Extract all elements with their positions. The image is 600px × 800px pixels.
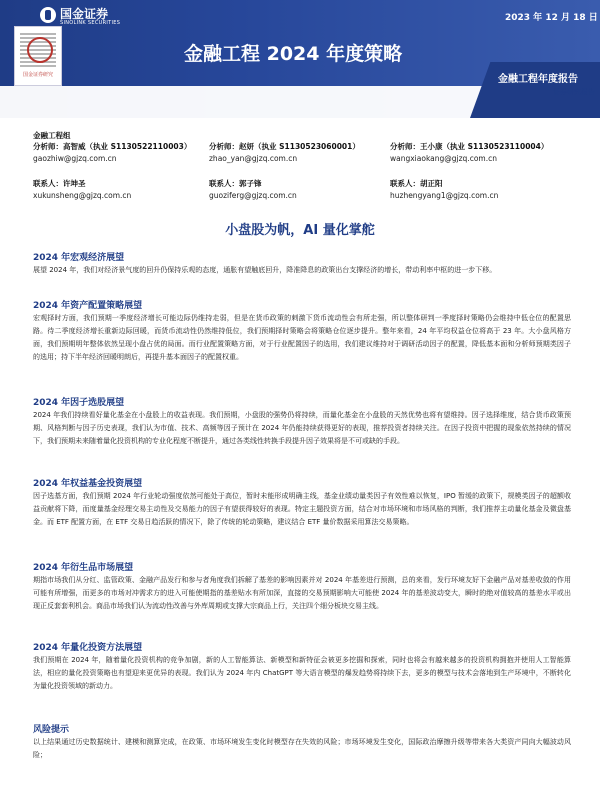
contact-2: [209, 178, 297, 202]
logo-mark-icon: [40, 7, 56, 23]
team-label: 金融工程组: [33, 131, 71, 140]
contact-3: [390, 178, 498, 202]
analyst-email[interactable]: zhao_yan@gjzq.com.cn: [209, 154, 298, 163]
qr-seal-icon: [27, 37, 53, 63]
analyst-3: [390, 141, 548, 165]
section-text-quant: 我们预期在 2024 年，随着量化投资机构的竞争加剧，新的人工智能算法、新模型和新特征会被更多挖掘和探索，同时也将会有越来越多的投资机构拥抱并使用人工智能算法，相应的量化投资策略也有望迎来更优异的表现。我们认为 2024 年内 ChatGPT 等大语言模型的爆发趋势将持续下去，更多的模型与技术会落地到生产环境中，不断转化为量化投资领域的新动力。: [33, 656, 571, 690]
report-title: 金融工程 2024 年度策略: [184, 43, 403, 65]
section-title-derivatives: 2024 年衍生品市场展望: [33, 563, 134, 573]
section-text-factor: 2024 年我们持续看好量化基金在小盘股上的收益表现。我们预期，小盘股的强势仍将持续，而量化基金在小盘股的天然优势也将有望维持。因子选择维度，结合货币政策预期、风格判断与因子历史表现，我们认为市值、技术、高频等因子预计在 2024 年仍能持续获得更好的表现，推荐投资者持续关注。在因子投资中把握的现象依然持续的情况下，我们预期未来随着量化投资机构的专业化程度不断提升，通过各类线性转换手段提升因子效果将是不可或缺的手段。: [33, 411, 571, 445]
analyst-email[interactable]: gaozhiw@gjzq.com.cn: [33, 154, 117, 163]
section-text-risk: 以上结果通过历史数据统计、建模和测算完成，在政策、市场环境发生变化时模型存在失效的风险；市场环境发生变化，国际政治摩擦升级等带来各大类资产同向大幅波动风险；: [33, 738, 571, 759]
contact-role: 联系人：: [209, 179, 239, 188]
analyst-name: 王小康（执业 S1130523110004）: [420, 142, 549, 151]
analyst-2: [209, 141, 360, 165]
logo-text-en: SINOLINK SECURITIES: [60, 20, 121, 26]
section-text-macro: 展望 2024 年，我们对经济景气度的回升仍保持乐观的态度，通胀有望触底回升，降准降息的政策出台支撑经济的增长，带动利率中枢的进一步下移。: [33, 266, 497, 274]
report-department: 证券研究报告: [553, 88, 595, 96]
report-type: 金融工程年度报告: [498, 74, 578, 85]
report-headline: 小盘股为帆，AI 量化掌舵: [225, 223, 375, 238]
contact-email[interactable]: guoziferg@gjzq.com.cn: [209, 191, 297, 200]
section-title-macro: 2024 年宏观经济展望: [33, 253, 125, 263]
section-title-risk: 风险提示: [33, 725, 70, 735]
section-title-asset-allocation: 2024 年资产配置策略展望: [33, 301, 143, 311]
qr-label: 国金证券研究: [22, 72, 53, 78]
contact-email[interactable]: xukunsheng@gjzq.com.cn: [33, 191, 132, 200]
report-banner: [0, 0, 600, 118]
contact-1: [33, 178, 131, 202]
analyst-role: 分析师：: [209, 142, 239, 151]
section-text-fund: 因子选基方面，我们预期 2024 年行业轮动强度依然可能处于高位，暂时未能形成明确主线，基金业绩动量类因子有效性难以恢复，IPO 暂缓的政策下，规模类因子的超额收益贡献将下降，而度量基金经理交易主动性及交易能力的因子有望获得较好的表现。特定主题投资方面，结合对市场环境和市场风格的判断，我们推荐主动量化基金及微盘基金。而 ETF 配置方面，在 ETF 交易日趋活跃的情况下，除了传统的轮动策略，建议结合 ETF 量价数据采用算法交易策略。: [33, 492, 571, 526]
report-date: 2023 年 12 月 18 日: [505, 13, 598, 23]
contact-name: 郭子锋: [239, 179, 262, 188]
analyst-role: 分析师：: [33, 142, 63, 151]
contact-role: 联系人：: [390, 179, 420, 188]
analyst-name: 赵妍（执业 S1130523060001）: [239, 142, 360, 151]
qr-code: [14, 26, 62, 86]
section-title-fund: 2024 年权益基金投资展望: [33, 479, 143, 489]
section-title-factor: 2024 年因子选股展望: [33, 398, 125, 408]
contact-name: 许坤圣: [63, 179, 86, 188]
analyst-role: 分析师：: [390, 142, 420, 151]
section-text-asset-allocation: 宏观择时方面，我们预期一季度经济增长可能边际仍维持走弱，但是在货币政策的刺激下货币流动性会有所走强，所以整体研判一季度择时策略仍会维持中低仓位的配置思路。待二季度经济增长重新边际回暖，而货币流动性仍然维持低位，我们预期择时策略会将策略仓位逐步提升。整年来看，24 年平均权益仓位将高于 23 年。大小盘风格方面，我们预期明年整体依然呈现小盘占优的局面。而行业配置策略方面，对于行业配置因子的选用，我们建议维持对于调研活动因子的配置，降低基本面和分析师预期类因子的选用；持下半年经济回暖明朗后，再提升基本面因子的配置权重。: [33, 314, 571, 361]
logo-text-cn: 国金证券: [60, 7, 109, 21]
section-title-quant: 2024 年量化投资方法展望: [33, 643, 143, 653]
contact-name: 胡正阳: [420, 179, 443, 188]
analyst-1: [33, 141, 191, 165]
section-text-derivatives: 期指市场我们从分红、监管政策、金融产品发行和参与者角度我们拆解了基差的影响因素并对 2024 年基差进行预测，总的来看，发行环境友好下金融产品对基差收敛的作用可能有所增强，而更多的市场对冲需求方的进入可能使期指的基差贴水有所加深，直接的交易预期影响大可能使 2024 年的基差波动变大，瞬时的绝对值较高的基差水平或出现正反套套利机会。商品市场我们认为流动性改善与外库周期或支撑大宗商品上行，关注四个细分板块交易主线。: [33, 576, 571, 610]
contact-role: 联系人：: [33, 179, 63, 188]
contact-email[interactable]: huzhengyang1@gjzq.com.cn: [390, 191, 499, 200]
analyst-email[interactable]: wangxiaokang@gjzq.com.cn: [390, 154, 497, 163]
analyst-name: 高智威（执业 S1130522110003）: [63, 142, 192, 151]
